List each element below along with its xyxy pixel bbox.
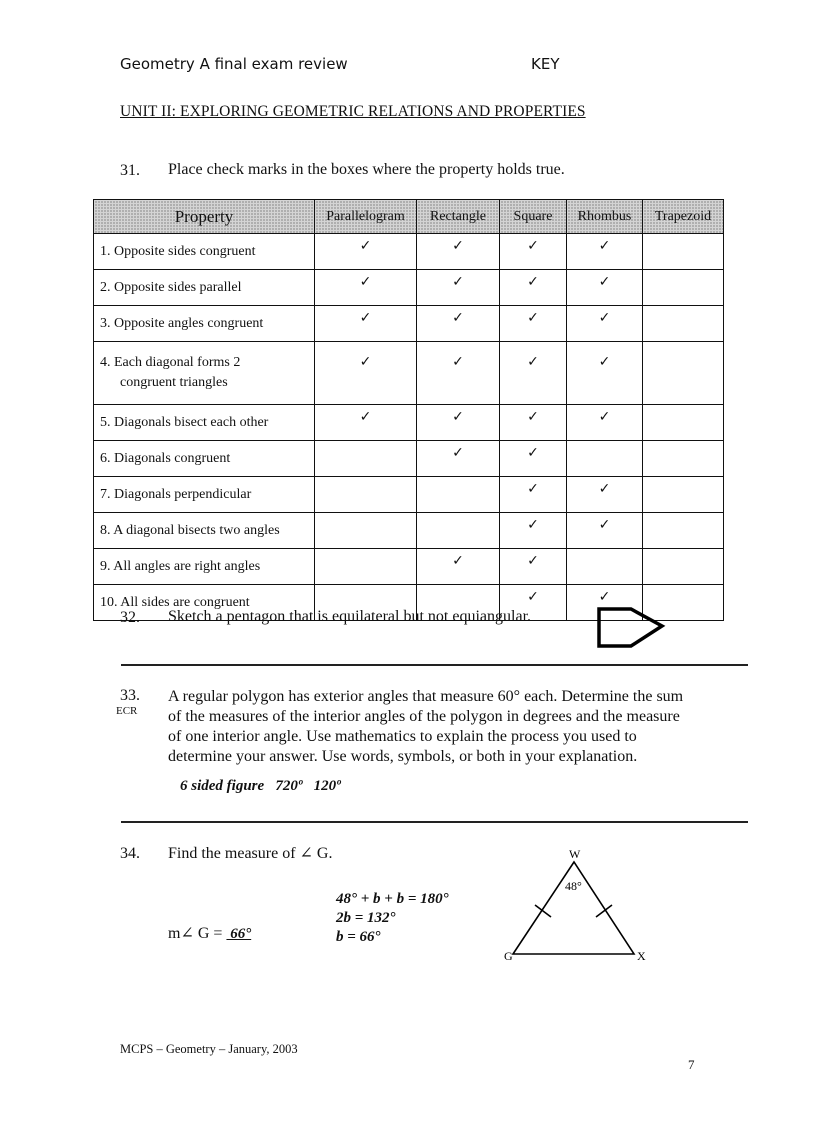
check-cell[interactable] [643, 441, 724, 477]
answer-key-label: KEY [531, 55, 560, 73]
q33-ecr-tag: ECR [116, 705, 138, 717]
check-cell[interactable]: ✓ [567, 342, 643, 405]
table-row [94, 549, 724, 585]
footer-source: MCPS – Geometry – January, 2003 [120, 1042, 298, 1056]
column-header-rhombus: Rhombus [567, 200, 643, 234]
check-cell[interactable]: ✓ [417, 441, 500, 477]
property-label: 1. Opposite sides congruent [94, 234, 315, 270]
property-label-line1: 4. Each diagonal forms 2 [100, 355, 241, 370]
property-label: 2. Opposite sides parallel [94, 270, 315, 306]
check-cell[interactable] [643, 549, 724, 585]
page-number: 7 [688, 1057, 695, 1072]
check-cell[interactable] [643, 405, 724, 441]
vertex-label-w: W [569, 847, 581, 861]
q33-answer: 6 sided figure 720º 120º [180, 778, 341, 794]
check-cell[interactable]: ✓ [500, 513, 567, 549]
check-cell[interactable]: ✓ [500, 306, 567, 342]
check-cell[interactable]: ✓ [417, 234, 500, 270]
check-cell[interactable] [315, 477, 417, 513]
table-row [94, 513, 724, 549]
check-cell[interactable]: ✓ [567, 306, 643, 342]
work-line: 2b = 132° [336, 910, 396, 926]
column-header-parallelogram: Parallelogram [315, 200, 417, 234]
q31-prompt: Place check marks in the boxes where the property holds true. [168, 161, 565, 178]
q33-line: determine your answer. Use words, symbols, or both in your explanation. [168, 748, 638, 765]
property-label: 6. Diagonals congruent [94, 441, 315, 477]
check-cell[interactable]: ✓ [500, 405, 567, 441]
check-cell[interactable]: ✓ [567, 234, 643, 270]
table-row [94, 405, 724, 441]
column-header-square: Square [500, 200, 567, 234]
check-cell[interactable] [417, 513, 500, 549]
check-cell[interactable] [643, 270, 724, 306]
q33-prompt [168, 687, 728, 767]
q34-answer-line [168, 924, 251, 944]
property-label: 3. Opposite angles congruent [94, 306, 315, 342]
work-line: 48° + b + b = 180° [336, 891, 449, 907]
q34-answer-value: 66° [226, 926, 252, 942]
column-header-property: Property [94, 200, 315, 234]
vertex-label-x: X [637, 949, 646, 963]
check-cell[interactable]: ✓ [417, 306, 500, 342]
property-label: 5. Diagonals bisect each other [94, 405, 315, 441]
check-cell[interactable]: ✓ [315, 234, 417, 270]
table-row [94, 441, 724, 477]
unit-title: UNIT II: EXPLORING GEOMETRIC RELATIONS AND PROPERTIES [120, 103, 586, 120]
check-cell[interactable]: ✓ [567, 405, 643, 441]
check-cell[interactable] [315, 549, 417, 585]
q34-answer-prefix: m∠ G = [168, 925, 227, 942]
check-cell[interactable] [643, 513, 724, 549]
check-cell[interactable] [417, 477, 500, 513]
check-cell[interactable]: ✓ [500, 441, 567, 477]
check-cell[interactable] [567, 549, 643, 585]
property-label: 10. All sides are congruent [94, 585, 315, 621]
check-cell[interactable] [315, 441, 417, 477]
tick-mark-left [535, 905, 551, 917]
property-label: 8. A diagonal bisects two angles [94, 513, 315, 549]
q34-prompt: Find the measure of ∠ G. [168, 845, 333, 862]
section-divider [121, 821, 748, 823]
property-label-line2: congruent triangles [120, 375, 228, 390]
check-cell[interactable] [567, 441, 643, 477]
property-label: 7. Diagonals perpendicular [94, 477, 315, 513]
check-cell[interactable]: ✓ [500, 234, 567, 270]
q34-work [336, 890, 449, 947]
q33-number: 33. [120, 687, 140, 704]
q31-number: 31. [120, 162, 140, 179]
check-cell[interactable] [315, 513, 417, 549]
q32-prompt: Sketch a pentagon that is equilateral but not equiangular. [168, 608, 532, 625]
table-row [94, 477, 724, 513]
check-cell[interactable]: ✓ [417, 549, 500, 585]
document-title: Geometry A final exam review [120, 55, 348, 73]
check-cell[interactable]: ✓ [567, 513, 643, 549]
q34-number: 34. [120, 845, 140, 862]
section-divider [121, 664, 748, 666]
check-cell[interactable]: ✓ [500, 477, 567, 513]
column-header-rectangle: Rectangle [417, 200, 500, 234]
check-cell[interactable]: ✓ [567, 270, 643, 306]
check-cell[interactable] [643, 477, 724, 513]
work-line: b = 66° [336, 929, 381, 945]
check-cell[interactable]: ✓ [567, 477, 643, 513]
property-label [94, 342, 315, 405]
table-row [94, 342, 724, 405]
check-cell[interactable]: ✓ [500, 549, 567, 585]
check-cell[interactable] [643, 234, 724, 270]
table-header-row [94, 200, 724, 234]
q33-line: of the measures of the interior angles of the polygon in degrees and the measure [168, 708, 680, 725]
angle-label-48: 48° [565, 879, 582, 893]
q32-number: 32. [120, 609, 140, 626]
pentagon-sketch [596, 606, 668, 652]
table-row [94, 270, 724, 306]
column-header-trapezoid: Trapezoid [643, 200, 724, 234]
q33-line: of one interior angle. Use mathematics to explain the process you used to [168, 728, 637, 745]
vertex-label-g: G [504, 949, 513, 963]
properties-table [93, 199, 724, 621]
check-cell[interactable]: ✓ [567, 585, 643, 621]
check-cell[interactable]: ✓ [315, 405, 417, 441]
check-cell[interactable]: ✓ [417, 405, 500, 441]
check-cell[interactable] [643, 306, 724, 342]
table-row [94, 234, 724, 270]
check-cell[interactable] [643, 342, 724, 405]
check-cell[interactable]: ✓ [500, 270, 567, 306]
check-cell[interactable]: ✓ [315, 270, 417, 306]
check-cell[interactable]: ✓ [500, 342, 567, 405]
triangle-diagram [495, 842, 665, 967]
check-cell[interactable]: ✓ [315, 306, 417, 342]
q33-line: A regular polygon has exterior angles that measure 60° each. Determine the sum [168, 688, 684, 705]
check-cell[interactable]: ✓ [500, 585, 567, 621]
table-row [94, 306, 724, 342]
check-cell[interactable]: ✓ [417, 342, 500, 405]
property-label: 9. All angles are right angles [94, 549, 315, 585]
check-cell[interactable]: ✓ [315, 342, 417, 405]
check-cell[interactable]: ✓ [417, 270, 500, 306]
